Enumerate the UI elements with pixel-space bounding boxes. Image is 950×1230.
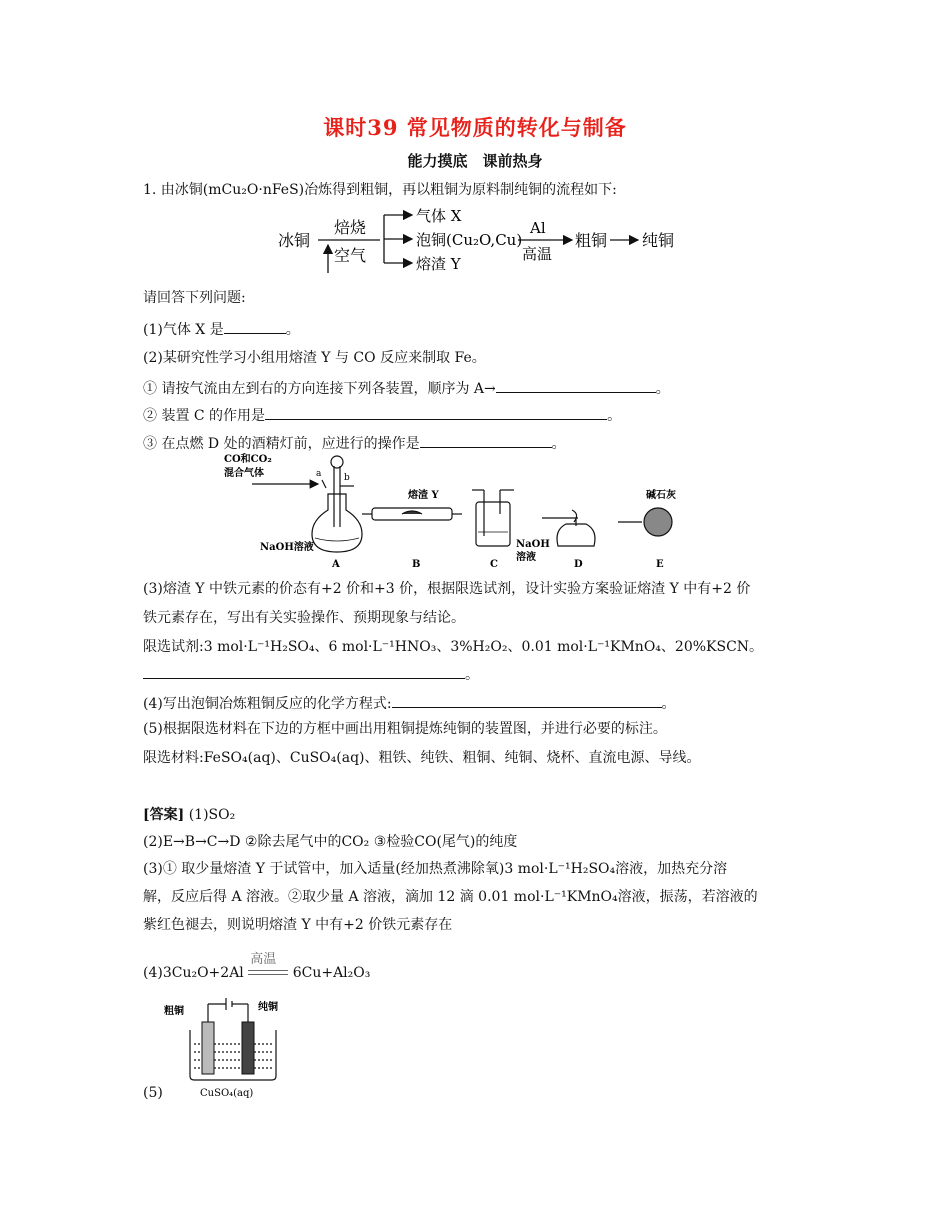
flow-gas-x: 气体 X <box>416 207 462 225</box>
question-1-intro: 1. 由冰铜(mCu₂O·nFeS)冶炼得到粗铜，再以粗铜为原料制纯铜的流程如下: <box>143 182 617 198</box>
apparatus-bottle-label-2: 溶液 <box>516 552 536 563</box>
answer-part-2: (2)E→B→C→D ②除去尾气中的CO₂ ③检验CO(尾气)的纯度 <box>143 834 518 850</box>
apparatus-flask-liquid: NaOH溶液 <box>260 542 314 553</box>
cell-left-label: 粗铜 <box>164 1006 184 1017</box>
answer-part-1: [答案] (1)SO₂ <box>143 807 236 823</box>
flow-high-temp-label: 高温 <box>522 245 553 263</box>
apparatus-tube-e-label: 碱石灰 <box>646 490 676 501</box>
apparatus-letter-e: E <box>656 559 664 570</box>
section-subtitle: 能力摸底 课前热身 <box>407 152 543 170</box>
apparatus-diagram <box>222 452 702 572</box>
copper-process-flow-diagram <box>270 203 710 275</box>
apparatus-gas-label-2: 混合气体 <box>224 468 264 479</box>
answer-blank-3[interactable] <box>143 663 465 679</box>
apparatus-tube-label: 熔渣 Y <box>408 490 439 501</box>
question-prompt: 请回答下列问题: <box>143 290 246 306</box>
question-1-part-2-2: ② 装置 C 的作用是 。 <box>143 404 621 426</box>
answer-part-3-line-1: (3)① 取少量熔渣 Y 于试管中，加入适量(经加热煮沸除氧)3 mol·L⁻¹H₂SO₄溶液，加热充分溶 <box>143 861 728 877</box>
answer-part-5: (5) <box>143 1085 163 1101</box>
question-1-part-2-1: ① 请按气流由左到右的方向连接下列各装置，顺序为 A→ 。 <box>143 377 670 399</box>
answer-label: [答案] <box>143 807 185 823</box>
question-1-part-5: (5)根据限选材料在下边的方框中画出用粗铜提炼纯铜的装置图，并进行必要的标注。 <box>143 721 667 737</box>
flow-pure-copper: 纯铜 <box>642 231 675 250</box>
flow-slag-y: 熔渣 Y <box>416 255 461 273</box>
apparatus-valve-a: a <box>316 469 322 479</box>
apparatus-letter-b: B <box>412 559 421 570</box>
flow-al-label: Al <box>530 219 546 237</box>
question-1-part-1: (1)气体 X 是 。 <box>143 318 300 340</box>
question-1-part-4: (4)写出泡铜冶炼粗铜反应的化学方程式: 。 <box>143 692 676 714</box>
cell-solution-label: CuSO₄(aq) <box>200 1088 254 1099</box>
answer-blank-2-1[interactable] <box>496 377 656 393</box>
question-1-part-3-answer: 。 <box>143 663 479 685</box>
equation-condition: 高温 <box>248 966 288 980</box>
page-title: 课时39 常见物质的转化与制备 <box>323 115 627 140</box>
answer-blank-2-3[interactable] <box>420 432 552 448</box>
flow-roast-label: 焙烧 <box>334 218 367 237</box>
cell-right-label: 纯铜 <box>258 1002 278 1013</box>
answer-blank-2-2[interactable] <box>265 404 607 420</box>
question-1-part-5-materials: 限选材料:FeSO₄(aq)、CuSO₄(aq)、粗铁、纯铁、粗铜、纯铜、烧杯、直流电源、导线。 <box>143 750 701 766</box>
question-1-part-2: (2)某研究性学习小组用熔渣 Y 与 CO 反应来制取 Fe。 <box>143 350 486 366</box>
pure-copper-electrode <box>242 1022 254 1074</box>
answer-part-3-line-2: 解，反应后得 A 溶液。②取少量 A 溶液，滴加 12 滴 0.01 mol·L⁻¹KMnO₄溶液，振荡，若溶液的 <box>143 889 758 905</box>
apparatus-letter-a: A <box>332 559 340 570</box>
crude-copper-electrode <box>202 1022 214 1074</box>
question-1-part-3-line-2: 铁元素存在，写出有关实验操作、预期现象与结论。 <box>143 610 465 626</box>
electrolytic-cell-diagram <box>160 990 300 1102</box>
apparatus-bottle-label-1: NaOH <box>516 539 550 550</box>
answer-blank-1[interactable] <box>224 318 286 334</box>
answer-part-3-line-3: 紫红色褪去，则说明熔渣 Y 中有+2 价铁元素存在 <box>143 917 453 933</box>
apparatus-gas-label-1: CO和CO₂ <box>224 454 272 465</box>
question-1-part-3-line-1: (3)熔渣 Y 中铁元素的价态有+2 价和+3 价，根据限选试剂，设计实验方案验证熔渣 Y 中有+2 价 <box>143 581 751 597</box>
question-1-part-3-reagents: 限选试剂:3 mol·L⁻¹H₂SO₄、6 mol·L⁻¹HNO₃、3%H₂O₂、0.01 mol·L⁻¹KMnO₄、20%KSCN。 <box>143 639 764 655</box>
question-1-part-2-3: ③ 在点燃 D 处的酒精灯前，应进行的操作是 。 <box>143 432 566 454</box>
answer-blank-4[interactable] <box>392 692 662 708</box>
apparatus-letter-d: D <box>574 559 583 570</box>
flow-air-label: 空气 <box>334 246 367 265</box>
answer-part-4: (4)3Cu₂O+2Al 高温 6Cu+Al₂O₃ <box>143 952 371 981</box>
flow-blister-copper: 泡铜(Cu₂O,Cu) <box>416 231 523 249</box>
flow-crude-copper: 粗铜 <box>575 231 608 250</box>
flow-start-ice-copper: 冰铜 <box>278 231 311 250</box>
apparatus-letter-c: C <box>490 559 498 570</box>
apparatus-valve-b: b <box>344 473 350 483</box>
